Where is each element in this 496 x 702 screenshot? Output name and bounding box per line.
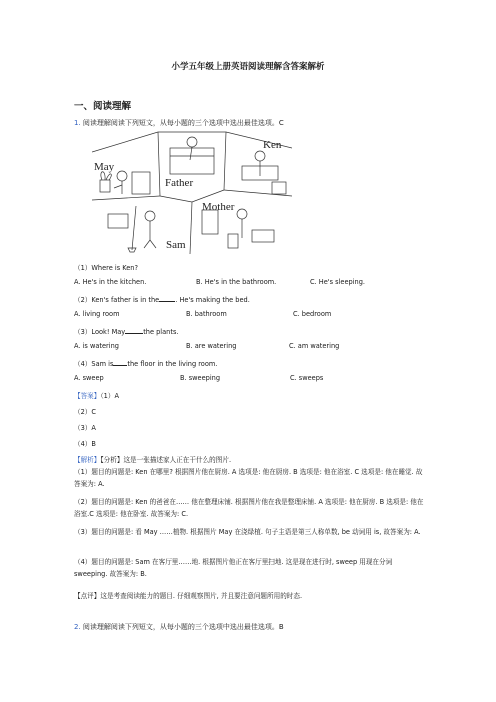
question-2 [74, 622, 284, 632]
analysis-line [74, 454, 231, 464]
item-3-stem-pre: （3）Look! May [74, 328, 126, 336]
item-3-option-a: A. is watering [74, 342, 119, 350]
analysis-1: （1）题目的问题是: Ken 在哪里? 根据图片他在厨房. A 选项是: 他在厨房. B 选项是: 他在浴室. C 选项是: 他在睡觉. 故答案为: A. [74, 468, 423, 488]
question-1 [74, 118, 284, 128]
answer-1: （1）A [100, 392, 119, 400]
item-2-blank [159, 295, 175, 302]
analysis-intro: 【分析】这是一张描述家人正在干什么的图片. [100, 456, 232, 464]
label-ken: Ken [263, 139, 282, 151]
item-1-option-a: A. He's in the kitchen. [74, 278, 147, 286]
item-3-stem-post: the plants. [143, 328, 179, 336]
item-4-option-c: C. sweeps [290, 374, 324, 382]
question-2-number: 2. [74, 623, 81, 631]
page-title: 小学五年级上册英语阅读理解含答案解析 [171, 62, 325, 72]
item-4-option-a: A. sweep [74, 374, 104, 382]
section-heading: 一、阅读理解 [74, 101, 132, 112]
item-2-option-c: C. bedroom [293, 310, 332, 318]
answer-tag: 【答案】 [74, 392, 101, 400]
item-2-stem-post: . He's making the bed. [175, 296, 250, 304]
question-2-prompt: 阅读理解阅读下列短文，从每小题的三个选项中选出最佳选项。B [82, 623, 284, 631]
item-3-option-c: C. am watering [289, 342, 340, 350]
answer-2: （2）C [74, 408, 96, 416]
question-1-number: 1. [74, 119, 81, 127]
label-sam: Sam [166, 239, 186, 251]
house-drawing [92, 130, 292, 254]
item-1-stem: （1）Where is Ken? [74, 264, 138, 272]
item-2-stem [74, 294, 250, 304]
analysis-3: （3）题目的问题是: 看 May ……植物. 根据图片 May 在浇绿植. 句子主语是第三人称单数, be 动词用 is, 故答案为: A. [74, 528, 421, 536]
item-2-option-a: A. living room [74, 310, 120, 318]
analysis-tag: 【解析】 [74, 456, 101, 464]
label-mother: Mother [202, 201, 235, 213]
family-illustration [92, 130, 292, 254]
item-4-option-b: B. sweeping [180, 374, 221, 382]
item-1-option-b: B. He's in the bathroom. [196, 278, 277, 286]
item-4-stem-post: the floor in the living room. [127, 360, 218, 368]
item-3-option-b: B. are watering [186, 342, 237, 350]
item-3-blank [125, 327, 143, 334]
comment: 【点评】这是考查阅读能力的题目. 仔细观察图片, 并且要注意问题所用的时态. [74, 592, 303, 600]
answer-3: （3）A [74, 424, 96, 432]
analysis-2: （2）题目的问题是: Ken 的爸爸在…… 他在整理床铺. 根据图片他在我是整理床铺. A 选项是: 他在厨房. B 选项是: 他在浴室.C 选项是: 他在卧室. 故答案为: C. [74, 498, 424, 518]
item-4-stem [74, 358, 217, 368]
label-father: Father [165, 177, 194, 189]
question-1-prompt: 阅读理解阅读下列短文，从每小题的三个选项中选出最佳选项。C [82, 119, 284, 127]
item-1-option-c: C. He's sleeping. [310, 278, 366, 286]
item-4-blank [113, 359, 127, 366]
item-2-stem-pre: （2）Ken's father is in the [74, 296, 160, 304]
item-3-stem [74, 326, 178, 336]
analysis-4: （4）题目的问题是: Sam 在客厅里……地. 根据图片他正在客厅里扫地. 这是现在进行时, sweep 用现在分词 sweeping. 故答案为: B. [74, 558, 393, 578]
item-4-stem-pre: （4）Sam is [74, 360, 114, 368]
answer-line [74, 390, 119, 400]
item-2-option-b: B. bathroom [186, 310, 227, 318]
label-may: May [94, 161, 115, 173]
answer-4: （4）B [74, 440, 96, 448]
